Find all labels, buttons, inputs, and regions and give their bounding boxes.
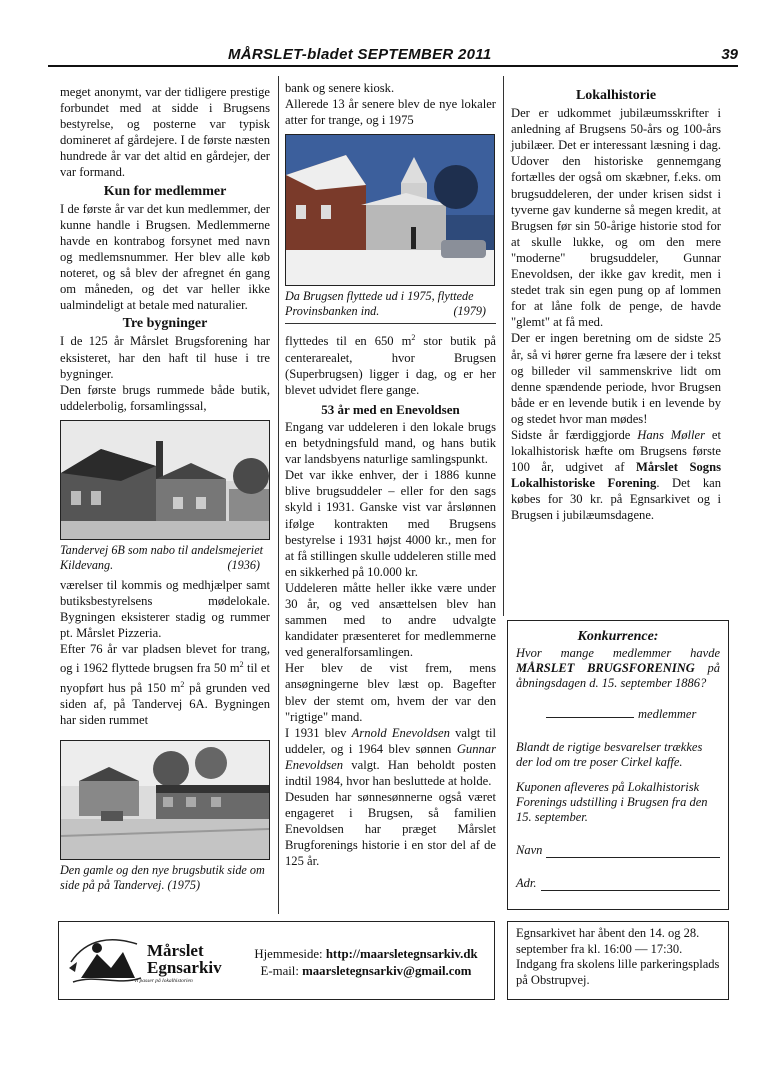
egnsarkiv-logo (67, 928, 229, 992)
page-number: 39 (721, 46, 738, 63)
column-3 (511, 88, 721, 524)
heading-lokalhistorie: Lokalhistorie (575, 88, 657, 103)
logo-text: Mårslet Egnsarkiv (147, 941, 222, 977)
opening-hours-box: Egnsarkivet har åbent den 14. og 28. september fra kl. 16:00 — 17:30. Indgang fra skolens lille parkeringsplads på Obstrupvej. (507, 921, 729, 1000)
photo-caption (60, 543, 270, 573)
caption-text: Tandervej 6B som nabo til andelsmejeriet Kildevang. (60, 542, 263, 572)
draw-text: Blandt de rigtige besvarelser trækkes der lod om tre poser Cirkel kaffe. (516, 740, 703, 769)
paragraph: Sidste år færdiggjorde Hans Møller et lokalhistorisk hæfte om Brugsens første 100 år, udgivet af Mårslet Sogns Lokalhistoriske Forening. Det kan købes for 30 kr. på Egnsarkivet og i Brugsen i jubilæumsdagene. (511, 427, 721, 523)
paragraph: I de 125 år Mårslet Brugsforening har eksisteret, har den haft til huse i tre bygninger. (60, 334, 270, 381)
paragraph: Desuden har sønnesønnerne også været engageret i Brugsen, så familien Enevoldsen har præget Mårslet Brugforenings historie i en stor del af de 125 år. (285, 790, 496, 869)
contact-info: Hjemmeside: http://maarsletegnsarkiv.dk E-mail: maarsletegnsarkiv@gmail.com (254, 947, 478, 978)
paragraph: flyttedes til en 650 $m^2$ stor butik på centerarealet, hvor Brugsen (Superbrugsen) ligger i dag, og er her blevet udvidet flere gange. (285, 333, 496, 397)
competition-title: Konkurrence: (577, 629, 659, 644)
photo-caption: Den gamle og den nye brugsbutik side om side på på Tandervej. (1975) (60, 863, 265, 893)
paragraph: Engang var uddeleren i den lokale brugs en betydningsfuld mand, og hans butik var landsbyens naturlige samlingspunkt. (285, 419, 496, 467)
paragraph: Der er udkommet jubilæumsskrifter i anledning af Brugsens 50-års og 100-års jubilæer. Det er interessant læsning i dag. Udover den historiske gennemgang fortælles der også om skæbner, f.eks. om brugsuddeleren, der under krisen sidst i tyverne gav kunderne så megen kredit, at Brugsen før sin 50-årige historie stod for at skulle lukke, og om den mere "moderne" brugsuddeler, Gunnar Enevoldsen, der ikke gav kredit, men i stedet trak sin egen pung op af lommen for at låne folk de penge, de havde "glemt" at få med. (511, 106, 721, 330)
logo-tagline: - vi passer på lokalhistorien (131, 978, 193, 984)
photo-provinsbanken-1979 (285, 134, 495, 286)
paragraph: Her blev de vist frem, mens ansøgningerne blev læst op. Bagefter blev der stemt om, hvem der var den "rigtige" mand. (285, 661, 496, 724)
column-2 (285, 80, 496, 870)
homepage-link[interactable]: http://maarsletegnsarkiv.dk (325, 947, 478, 961)
competition-question: Hvor mange medlemmer havde MÅRSLET BRUGSFORENING på åbningsdagen d. 15. september 1886? (516, 646, 721, 690)
column-1 (60, 84, 270, 897)
answer-blank[interactable] (546, 705, 634, 718)
heading-53-aar: 53 år med en Enevoldsen (321, 401, 460, 417)
paragraph: Uddeleren måtte heller ikke være under 30 år, og ved ansættelsen blev han sammen med to andre udvalgte kandidater præsenteret for medlemmerne ved generalforsamlingen. (285, 580, 496, 660)
heading-tre-bygninger: Tre bygninger (122, 316, 208, 332)
heading-kun-for-medlemmer: Kun for medlemmer (103, 183, 227, 199)
archive-footer-box (58, 921, 495, 1000)
paragraph: meget anonymt, var der tidligere prestige forbundet med at sidde i Brugsens bestyrelse, og posterne var typisk domineret af gårdejere. I de første næsten hundrede år var det altid en gårdejer, der var formand. (60, 85, 270, 180)
magazine-title: MÅRSLET-bladet SEPTEMBER 2011 (228, 46, 492, 63)
photo-old-and-new-store (60, 740, 270, 860)
photo-tandervej-1936 (60, 420, 270, 540)
caption-divider (285, 323, 496, 324)
caption-year: (1936) (227, 557, 260, 572)
paragraph: I de første år var det kun medlemmer, der kunne handle i Brugsen. Medlemmerne havde en kontrabog forsynet med navn og medlemsnummer. Her blev alle køb noteret, og så blev der afregnet én gang om måneden, og det var heller ikke ualmindeligt at betale med naturalier. (60, 201, 270, 313)
email-link[interactable]: maarsletegnsarkiv@gmail.com (302, 964, 472, 978)
paragraph: Det var ikke enhver, der i 1886 kunne blive brugsuddeler – eller for den sags skyld i 1931. Ganske vist var årslønnen ifølge kontrakten med Brugsens bestyrelse i 1931 højst 4000 kr., men for at få stillingen skulle uddeleren stille med en sikkerhed på 10.000 kr. (285, 468, 496, 579)
paragraph: Der er ingen beretning om de sidste 25 år, så vi hører gerne fra læsere der i tekst og billeder vil sammenskrive lidt om denne spændende periode, hvor Brugsen både er en levende butik i en levende by og stedet hvor man mødes! (511, 331, 721, 426)
column-divider-1 (278, 76, 279, 914)
paragraph: Efter 76 år var pladsen blevet for trang, og i 1962 flyttede brugsen fra 50 $m^2$ til et nyopført hus på 150 $m^2$ på grunden ved siden af, på Tandervej 6A. Bygningen har siden rummet (60, 642, 270, 727)
paragraph: bank og senere kiosk. (285, 81, 395, 95)
competition-box (507, 620, 729, 910)
column-divider-2 (503, 76, 504, 616)
paragraph: Allerede 13 år senere blev de nye lokaler atter for trange, og i 1975 (285, 97, 496, 128)
address-field[interactable]: Adr. (516, 876, 720, 891)
header-rule (48, 65, 738, 67)
answer-line[interactable]: medlemmer (546, 705, 720, 722)
paragraph: I 1931 blev Arnold Enevoldsen valgt til uddeler, og i 1964 blev sønnen Gunnar Enevoldsen valgt. Han beholdt posten indtil 1984, hvor han besluttede at holde. (285, 725, 496, 788)
page-header (48, 44, 738, 68)
caption-year: (1979) (453, 304, 486, 319)
paragraph: værelser til kommis og medhjælper samt butiksbestyrelsens mødelokale. Bygningen eksisterer stadig og rummer pt. Mårslet Pizzeria. (60, 577, 270, 641)
paragraph: Den første brugs rummede både butik, uddelerbolig, forsamlingssal, (60, 382, 270, 413)
deliver-text: Kuponen afleveres på Lokalhistorisk Forenings udstilling i Brugsen fra den 15. september. (516, 780, 708, 824)
photo-caption (285, 289, 496, 319)
caption-text: Da Brugsen flyttede ud i 1975, flyttede Provinsbanken ind. (285, 289, 474, 319)
name-field[interactable]: Navn (516, 843, 720, 858)
